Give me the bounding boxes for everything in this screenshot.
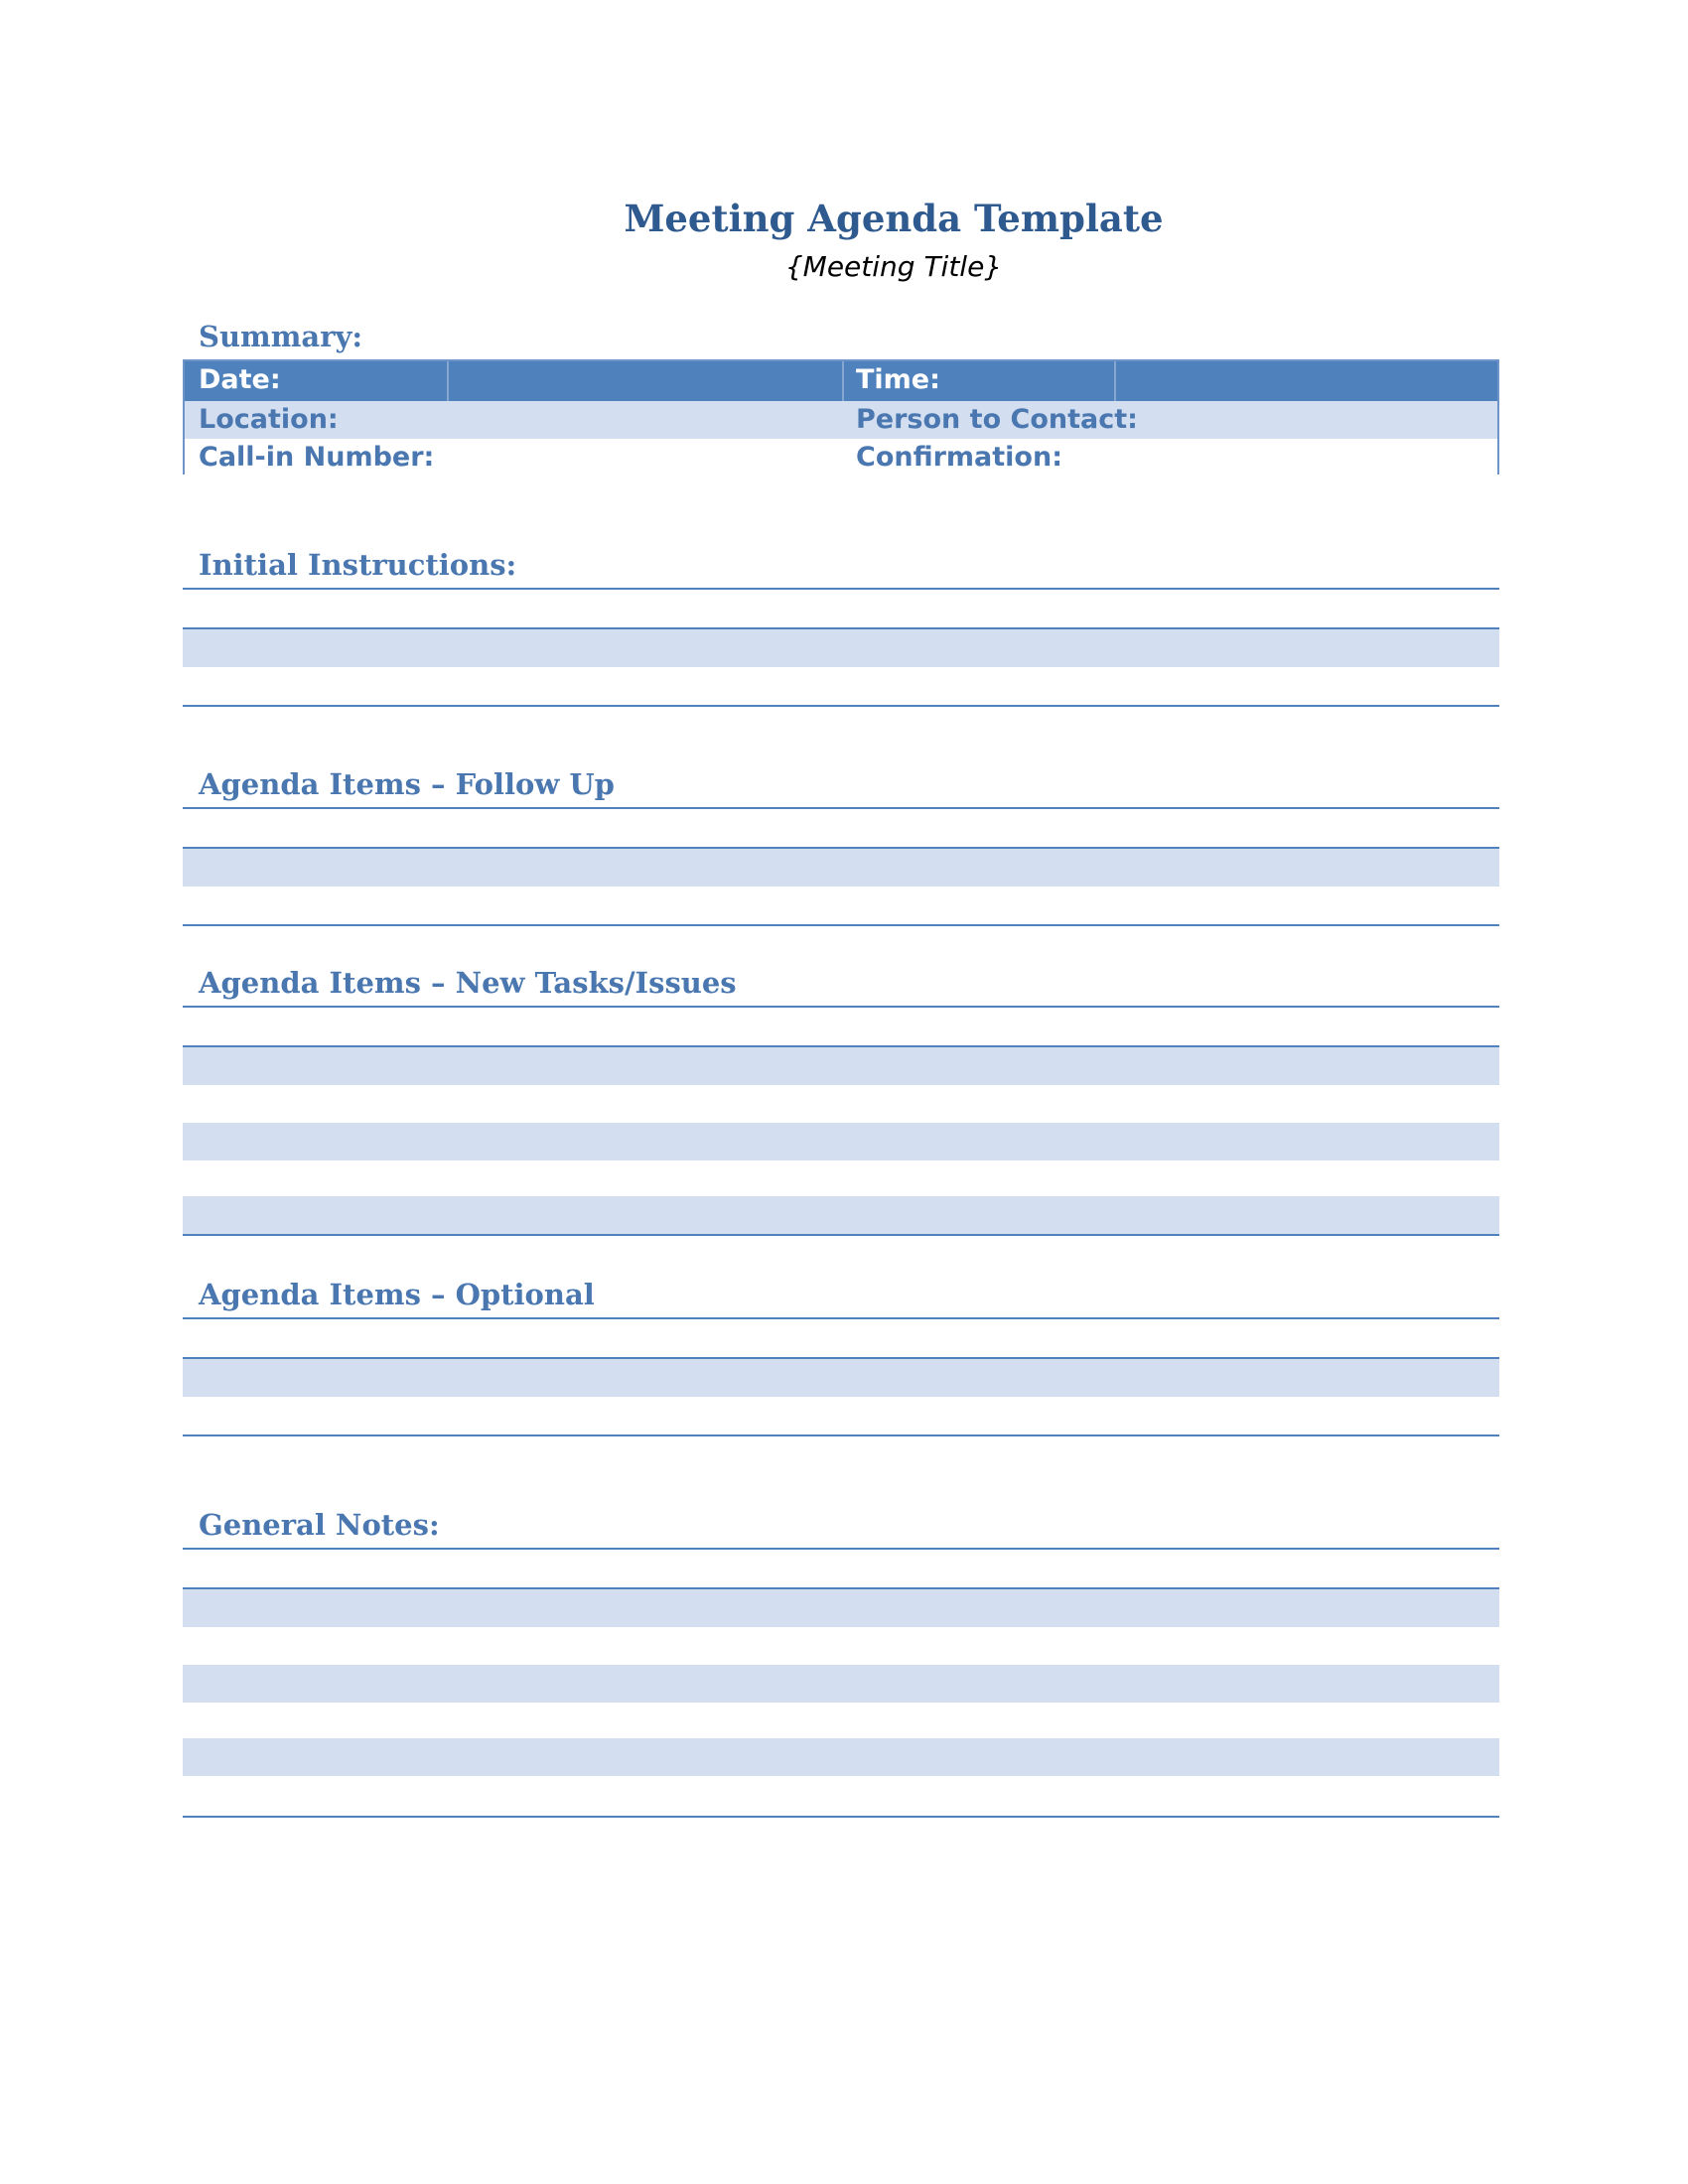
initial-instructions-lines bbox=[183, 588, 1499, 707]
general-notes-heading: General Notes: bbox=[199, 1508, 440, 1542]
call-in-number-label: Call-in Number: bbox=[199, 442, 435, 473]
follow-up-lines bbox=[183, 807, 1499, 926]
summary-row-date-time bbox=[185, 361, 1497, 401]
rule-line bbox=[183, 705, 1499, 707]
column-divider bbox=[1114, 361, 1116, 401]
optional-lines bbox=[183, 1317, 1499, 1436]
shaded-line bbox=[183, 1196, 1499, 1234]
time-label: Time: bbox=[856, 364, 940, 395]
initial-instructions-heading: Initial Instructions: bbox=[199, 548, 517, 582]
follow-up-heading: Agenda Items – Follow Up bbox=[199, 767, 615, 801]
rule-line bbox=[183, 588, 1499, 590]
confirmation-label: Confirmation: bbox=[856, 442, 1062, 473]
rule-line bbox=[183, 1317, 1499, 1319]
date-label: Date: bbox=[199, 364, 281, 395]
rule-line bbox=[183, 807, 1499, 809]
summary-row-location-person bbox=[185, 401, 1497, 439]
person-to-contact-label: Person to Contact: bbox=[856, 404, 1138, 435]
rule-line bbox=[183, 1006, 1499, 1008]
meeting-title-placeholder: {Meeting Title} bbox=[784, 250, 1003, 283]
shaded-line bbox=[183, 1665, 1499, 1703]
shaded-line bbox=[183, 1047, 1499, 1085]
rule-line bbox=[183, 1434, 1499, 1436]
summary-heading: Summary: bbox=[199, 320, 363, 353]
shaded-line bbox=[183, 629, 1499, 667]
summary-table bbox=[183, 359, 1499, 475]
rule-line bbox=[183, 1548, 1499, 1550]
column-divider bbox=[842, 361, 844, 401]
rule-line bbox=[183, 1234, 1499, 1236]
new-tasks-heading: Agenda Items – New Tasks/Issues bbox=[199, 966, 737, 1000]
location-label: Location: bbox=[199, 404, 339, 435]
column-divider bbox=[447, 361, 449, 401]
shaded-line bbox=[183, 1738, 1499, 1776]
document-title: Meeting Agenda Template bbox=[624, 197, 1164, 240]
rule-line bbox=[183, 924, 1499, 926]
shaded-line bbox=[183, 1589, 1499, 1627]
shaded-line bbox=[183, 1359, 1499, 1397]
optional-heading: Agenda Items – Optional bbox=[199, 1278, 595, 1311]
general-notes-lines bbox=[183, 1548, 1499, 1818]
shaded-line bbox=[183, 1123, 1499, 1160]
shaded-line bbox=[183, 849, 1499, 887]
rule-line bbox=[183, 1816, 1499, 1818]
new-tasks-lines bbox=[183, 1006, 1499, 1236]
summary-row-callin-confirmation bbox=[185, 439, 1497, 475]
